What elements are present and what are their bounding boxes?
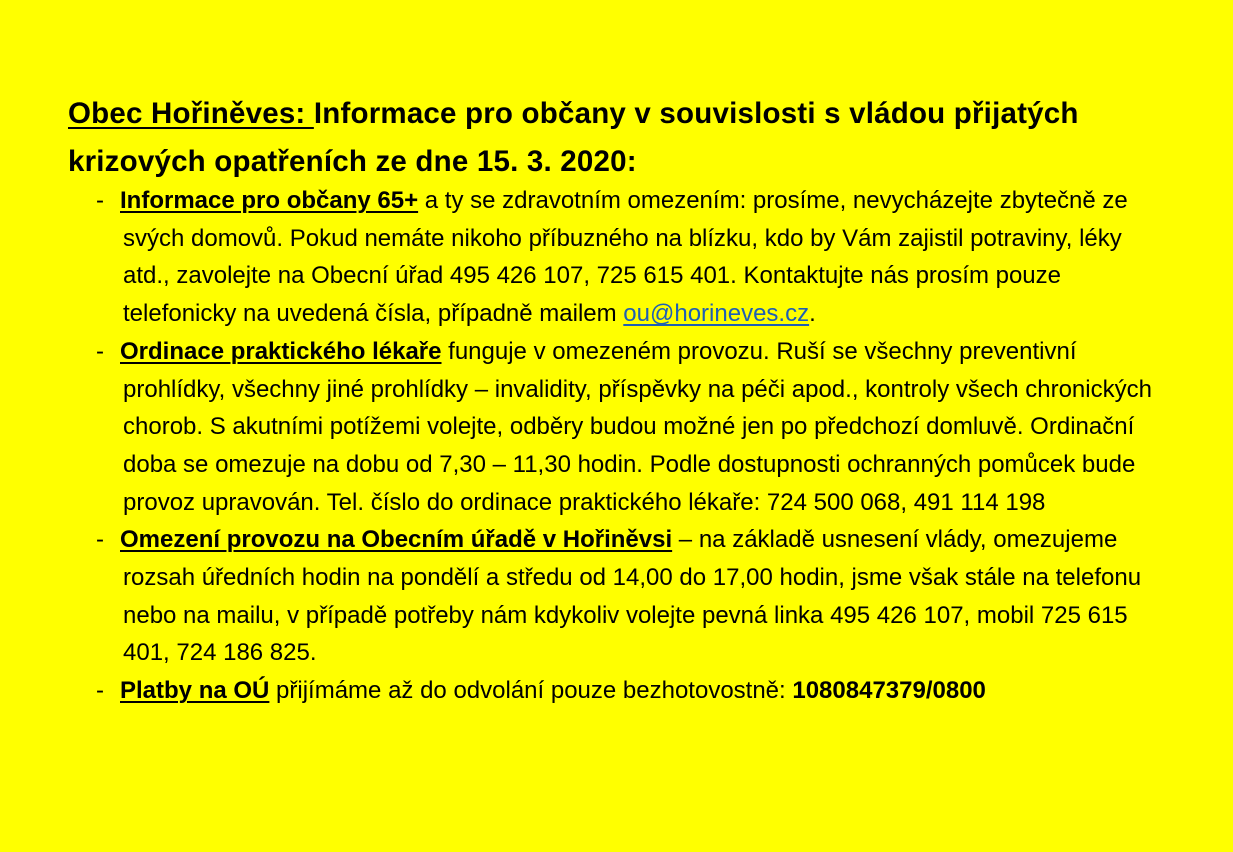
list-item-seniors <box>0 182 1233 333</box>
item-text-doctor: funguje v omezeném provozu. Ruší se všechny preventivní prohlídky, všechny jiné prohlídky – invalidity, příspěvky na péči apod., kontroly všech chronických chorob. S akutními potížemi volejte, odběry budou možné jen po předchozí domluvě. Ordinační doba se omezuje na dobu od 7,30 – 11,30 hodin. Podle dostupnosti ochranných pomůcek bude provoz upravován. Tel. číslo do ordinace praktického lékaře: 724 500 068, 491 114 198 <box>123 337 1152 516</box>
item-text-seniors: a ty se zdravotním omezením: prosíme, nevycházejte zbytečně ze svých domovů. Pokud nemáte nikoho příbuzného na blízku, kdo by Vám zajistil potraviny, léky atd., zavolejte na Obecní úřad 495 426 107, 725 615 401. Kontaktujte nás prosím pouze telefonicky na uvedená čísla, případně mailem <box>123 187 1128 328</box>
item-text-payments: přijímáme až do odvolání pouze bezhotovostně: <box>269 677 793 705</box>
heading-text: Informace pro občany v souvislosti s vládou přijatých krizových opatřeních ze dne 15. 3. 2020: <box>68 97 1079 178</box>
list-dash: - <box>96 526 104 554</box>
bank-account-number: 1080847379/0800 <box>792 677 986 705</box>
item-lead-office: Omezení provozu na Obecním úřadě v Hořiněvsi <box>120 526 673 554</box>
list-dash: - <box>96 337 104 365</box>
item-tail-seniors: . <box>809 300 816 328</box>
item-lead-seniors: Informace pro občany 65+ <box>120 187 419 214</box>
item-lead-doctor: Ordinace praktického lékaře <box>120 337 442 365</box>
list-dash: - <box>96 677 104 705</box>
list-item-doctor <box>0 333 1233 522</box>
email-link[interactable]: ou@horineves.cz <box>623 300 810 328</box>
heading-municipality: Obec Hořiněves: <box>68 97 314 130</box>
item-text-office: – na základě usnesení vlády, omezujeme rozsah úředních hodin na pondělí a středu od 14,00 do 17,00 hodin, jsme však stále na telefonu nebo na mailu, v případě potřeby nám kdykoliv volejte pevná linka 495 426 107, mobil 725 615 401, 724 186 825. <box>123 526 1142 667</box>
notice-list <box>0 182 1233 710</box>
list-item-office <box>0 521 1233 672</box>
list-dash: - <box>96 187 104 214</box>
item-lead-payments: Platby na OÚ <box>120 677 270 705</box>
page-heading <box>68 90 1168 186</box>
list-item-payments <box>0 672 1233 710</box>
